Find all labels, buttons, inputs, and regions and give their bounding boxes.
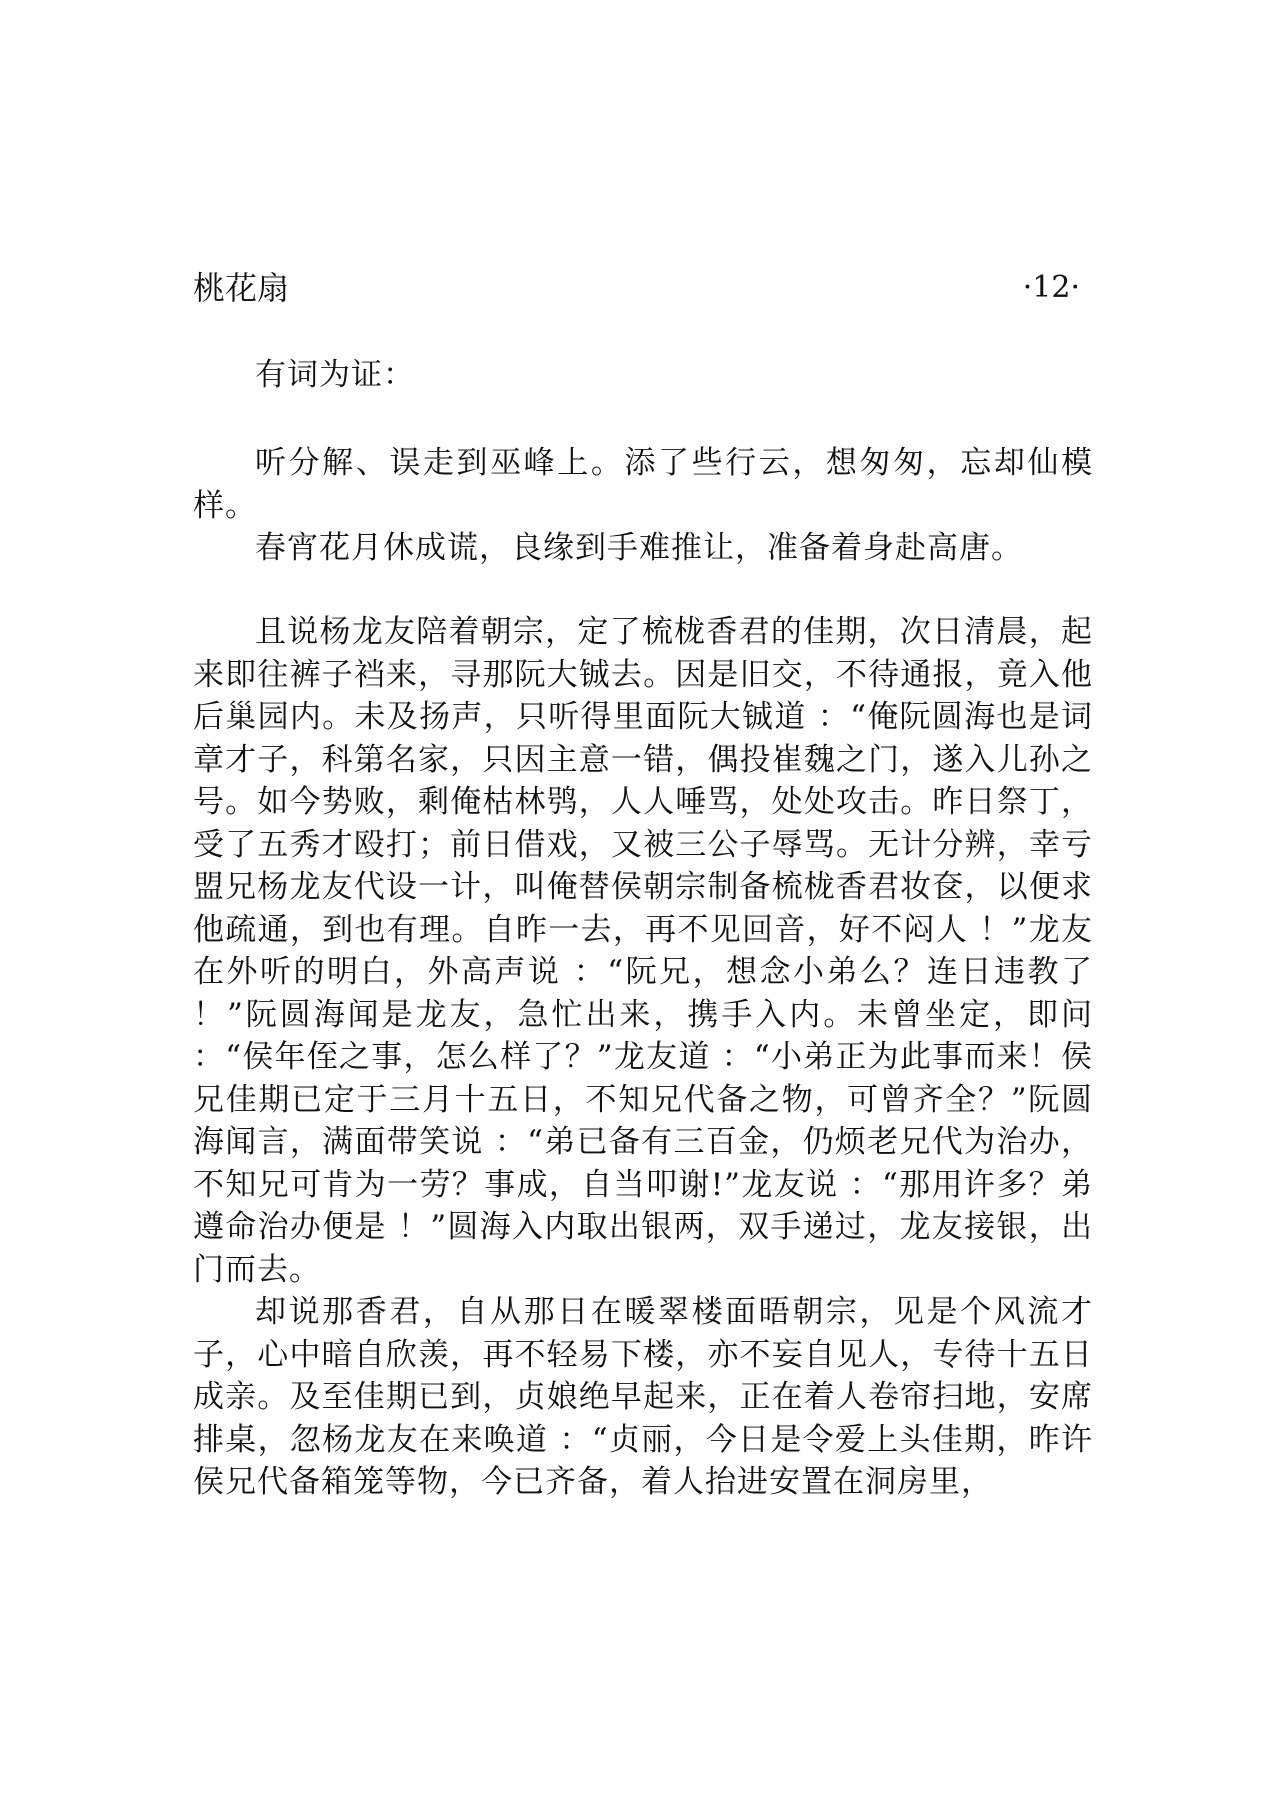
poem-line: 春宵花月休成谎，良缘到手难推让，准备着身赴高唐。 bbox=[255, 530, 1023, 566]
intro-line: 有词为证： bbox=[255, 357, 415, 393]
paragraph: 却说那香君，自从那日在暖翠楼面晤朝宗，见是个风流才子，心中暗自欣羡，再不轻易下楼，亦不妄自见人，专待十五日成亲。及至佳期已到，贞娘绝早起来，正在着人卷帘扫地，安席排桌，忽杨龙友在来唤道 ：“贞丽，今日是令爱上头佳期，昨许侯兄代备箱笼等物，今已齐备，着人抬进安置在洞房里， bbox=[193, 1294, 1093, 1500]
intro-section bbox=[193, 354, 1093, 397]
page-number: ·12· bbox=[1022, 270, 1080, 305]
body-text bbox=[193, 611, 1093, 1504]
poem-line: 听分解、误走到巫峰上。添了些行云，想匆匆，忘却仙模样。 bbox=[193, 445, 1093, 524]
poem-section bbox=[193, 442, 1093, 570]
running-header-title: 桃花扇 bbox=[193, 269, 290, 307]
paragraph: 且说杨龙友陪着朝宗，定了梳栊香君的佳期，次日清晨，起来即往裤子裆来，寻那阮大铖去。因是旧交，不待通报，竟入他后巢园内。未及扬声，只听得里面阮大铖道 ：“俺阮圆海也是词章才子，科第名家，只因主意一错，偶投崔魏之门，遂入儿孙之号。如今势败，剩俺枯林鸮，人人唾骂，处处攻击。昨日祭丁，受了五秀才殴打；前日借戏，又被三公子辱骂。无计分辨，幸亏盟兄杨龙友代设一计，叫俺替侯朝宗制备梳栊香君妆奁，以便求他疏通，到也有理。自昨一去，再不见回音，好不闷人 ！”龙友在外听的明白，外高声说 ：“阮兄，想念小弟么？连日违教了 ！”阮圆海闻是龙友，急忙出来，携手入内。未曾坐定，即问 ：“侯年侄之事，怎么样了？”龙友道 ：“小弟正为此事而来！侯兄佳期已定于三月十五日，不知兄代备之物，可曾齐全？”阮圆海闻言，满面带笑说 ：“弟已备有三百金，仍烦老兄代为治办，不知兄可肯为一劳？事成，自当叩谢!”龙友说 ：“那用许多？弟遵命治办便是 ！”圆海入内取出银两，双手递过，龙友接银，出门而去。 bbox=[193, 614, 1093, 1288]
